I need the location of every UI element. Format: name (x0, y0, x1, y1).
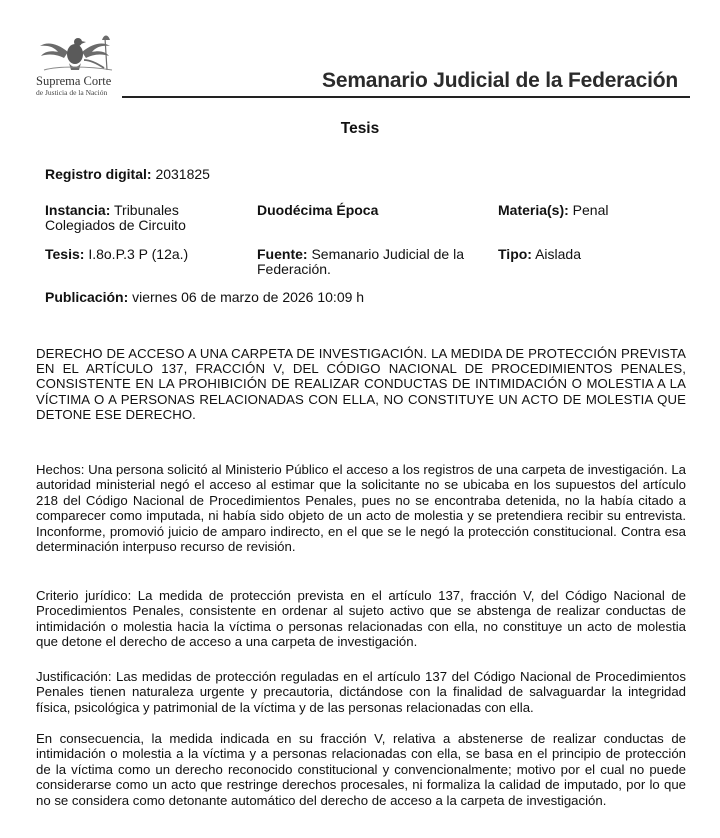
paragraph-criterio: Criterio jurídico: La medida de protección prevista en el artículo 137, fracción V, del Código Nacional de Procedimientos Penales, consistente en ordenar al sujeto activo que se abstenga de realizar conductas de intimidación o molestia hacia la víctima o personas relacionadas con ella, no constituye un acto de molestia que detone el derecho de acceso a una carpeta de investigación. (36, 588, 686, 650)
materia-value: Penal (568, 202, 609, 218)
paragraph-justificacion: Justificación: Las medidas de protección reguladas en el artículo 137 del Código Nacional de Procedimientos Penales tienen naturaleza urgente y precautoria, dictándose con la finalidad de salvaguardar la integridad física, psicológica y patrimonial de la víctima y de las personas relacionadas con ella. (36, 669, 686, 715)
tipo-value: Aislada (531, 246, 582, 262)
tesis-number (45, 247, 188, 262)
site-title: Semanario Judicial de la Federación (322, 69, 678, 92)
scjn-logo (34, 30, 124, 98)
fuente-value: Semanario Judicial de la Federación. (257, 246, 464, 277)
instancia-label: Instancia: (45, 202, 111, 218)
institution-name: Suprema Corte (36, 74, 112, 88)
tesis-rubro: DERECHO DE ACCESO A UNA CARPETA DE INVESTIGACIÓN. LA MEDIDA DE PROTECCIÓN PREVISTA EN EL ARTÍCULO 137, FRACCIÓN V, DEL CÓDIGO NACIONAL DE PROCEDIMIENTOS PENALES, CONSISTENTE EN LA PROHIBICIÓN DE REALIZAR CONDUCTAS DE INTIMIDACIÓN O MOLESTIA A LA VÍCTIMA O A PERSONAS RELACIONADAS CON ELLA, NO CONSTITUYE UN ACTO DE MOLESTIA QUE DETONE ESE DERECHO. (36, 346, 686, 422)
registro-label: Registro digital: (45, 166, 152, 182)
publicacion-label: Publicación: (45, 289, 129, 305)
tipo-label: Tipo: (498, 246, 532, 262)
fuente (257, 247, 482, 277)
epoca-value: Duodécima Época (257, 202, 379, 218)
page-header (0, 0, 720, 100)
fuente-label: Fuente: (257, 246, 308, 262)
paragraph-hechos: Hechos: Una persona solicitó al Ministerio Público el acceso a los registros de una carpeta de investigación. La autoridad ministerial negó el acceso al estimar que la solicitante no se ubicaba en los supuestos del artículo 218 del Código Nacional de Procedimientos Penales, pues no se encontraba detenida, no la había citado a comparecer como imputada, ni había sido objeto de un acto de molestia y se pretendiera recibir su entrevista. Inconforme, promovió juicio de amparo indirecto, en el que se le negó la protección constitucional. Contra esa determinación interpuso recurso de revisión. (36, 462, 686, 555)
institution-subtitle: de Justicia de la Nación (36, 88, 108, 97)
eagle-emblem-icon (38, 30, 118, 74)
tesis-label: Tesis: (45, 246, 85, 262)
tesis-value: I.8o.P.3 P (12a.) (84, 246, 189, 262)
header-divider (122, 96, 690, 98)
publicacion (45, 290, 364, 305)
instancia (45, 203, 245, 233)
tipo (498, 247, 581, 262)
instancia-value: Tribunales Colegiados de Circuito (45, 202, 186, 233)
document-type-heading: Tesis (340, 120, 380, 137)
registro-digital (45, 167, 210, 182)
materia (498, 203, 609, 218)
epoca (257, 203, 378, 218)
paragraph-consecuencia: En consecuencia, la medida indicada en su fracción V, relativa a abstenerse de realizar conductas de intimidación o molestia a la víctima y a personas relacionadas con ella, se basa en el principio de protección de la víctima como un derecho reconocido constitucional y convencionalmente; motivo por el cual no puede considerarse como un acto que restringe derechos procesales, ni formaliza la calidad de imputado, por lo que no se considera como detonante automático del derecho de acceso a la carpeta de investigación. (36, 731, 686, 808)
registro-value: 2031825 (151, 166, 210, 182)
publicacion-value: viernes 06 de marzo de 2026 10:09 h (128, 289, 365, 305)
materia-label: Materia(s): (498, 202, 569, 218)
